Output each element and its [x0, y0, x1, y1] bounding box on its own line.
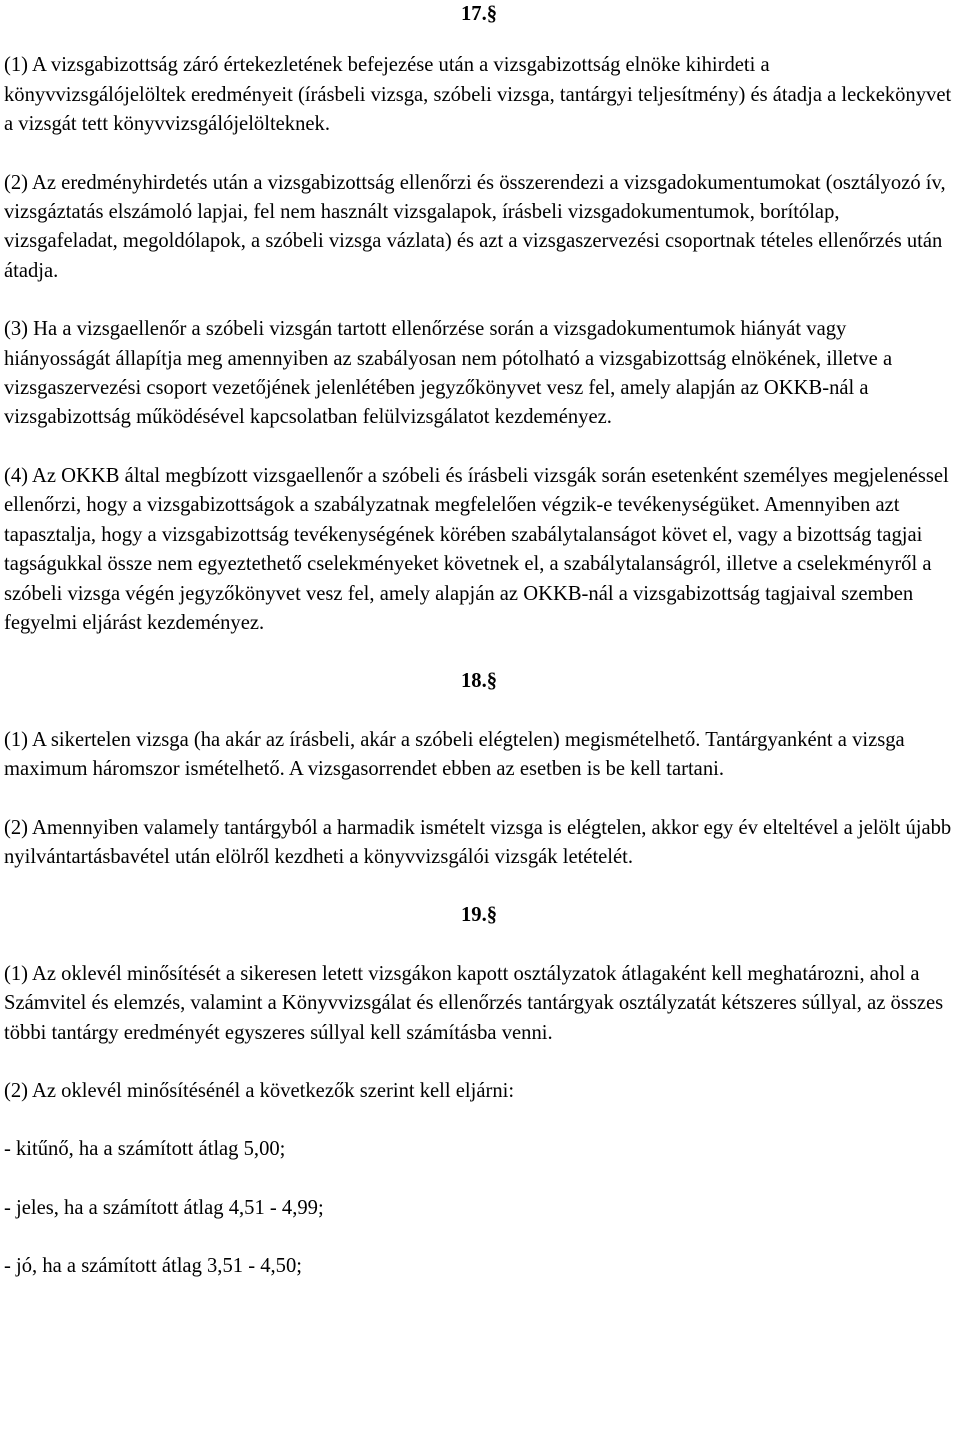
section-19: [4, 901, 954, 1281]
paragraph: (2) Az eredményhirdetés után a vizsgabizottság ellenőrzi és összerendezi a vizsgadokumentumokat (osztályozó ív, vizsgáztatás elszámoló lapjai, fel nem használt vizsgalapok, írásbeli vizsgadokumentumok, borítólap, vizsgafeladat, megoldólapok, a szóbeli vizsga vázlata) és azt a vizsgaszervezési csoportnak tételes ellenőrzés után átadja.: [4, 171, 946, 282]
paragraph: (4) Az OKKB által megbízott vizsgaellenőr a szóbeli és írásbeli vizsgák során esetenként személyes megjelenéssel ellenőrzi, hogy a vizsgabizottságok a szabályzatnak megfelelően végzik-e tevékenységüket. Amennyiben azt tapasztalja, hogy a vizsgabizottság tevékenységének körében szabálytalanságot követ el, vagy a bizottság tagjai tagságukkal össze nem egyeztethető cselekményeket követnek el, a szabálytalanságról, illetve a cselekményről a szóbeli vizsga végén jegyzőkönyvet vesz fel, amely alapján az OKKB-nál a vizsgabizottság tagjaival szemben fegyelmi eljárást kezdeményez.: [4, 464, 949, 634]
paragraph: (1) A vizsgabizottság záró értekezletének befejezése után a vizsgabizottság elnöke kihirdeti a könyvvizsgálójelöltek eredményeit (írásbeli vizsga, szóbeli vizsga, tantárgyi teljesítmény) és átadja a leckekönyvet a vizsgát tett könyvvizsgálójelölteknek.: [4, 54, 952, 136]
paragraph: (1) Az oklevél minősítését a sikeresen letett vizsgákon kapott osztályzatok átlagaként kell meghatározni, ahol a Számvitel és elemzés, valamint a Könyvvizsgálat és ellenőrzés tantárgyak osztályzatát kétszeres súllyal, az összes többi tantárgy eredményét egyszeres súllyal kell számításba venni.: [4, 962, 944, 1044]
section-18: [4, 667, 954, 872]
paragraph: (2) Amennyiben valamely tantárgyból a harmadik ismételt vizsga is elégtelen, akkor egy év elteltével a jelölt újabb nyilvántartásbavétel után elölről kezdheti a könyvvizsgálói vizsgák letételét.: [4, 816, 952, 868]
paragraph: (2) Az oklevél minősítésénél a következők szerint kell eljárni:: [4, 1079, 515, 1102]
list-item: - jó, ha a számított átlag 3,51 - 4,50;: [4, 1255, 302, 1278]
list-item: - jeles, ha a számított átlag 4,51 - 4,99;: [4, 1196, 324, 1219]
section-heading: 18.§: [460, 670, 498, 693]
document-page: [4, 0, 954, 1282]
section-heading: 19.§: [460, 904, 498, 927]
section-heading: 17.§: [460, 3, 498, 25]
paragraph: (1) A sikertelen vizsga (ha akár az írásbeli, akár a szóbeli elégtelen) megismételhető. Tantárgyanként a vizsga maximum háromszor ismételhető. A vizsgasorrendet ebben az esetben is be kell tartani.: [4, 728, 905, 781]
section-17: [4, 0, 954, 638]
list-item: - kitűnő, ha a számított átlag 5,00;: [4, 1138, 286, 1161]
paragraph: (3) Ha a vizsgaellenőr a szóbeli vizsgán tartott ellenőrzése során a vizsgadokumentumok hiányát vagy hiányosságát állapítja meg amennyiben az szabályosan nem pótolható a vizsgabizottság elnökének, illetve a vizsgaszervezési csoport vezetőjének jelenlétében jegyzőkönyvet vesz fel, amely alapján az OKKB-nál a vizsgabizottság működésével kapcsolatban felülvizsgálatot kezdeményez.: [4, 318, 893, 429]
